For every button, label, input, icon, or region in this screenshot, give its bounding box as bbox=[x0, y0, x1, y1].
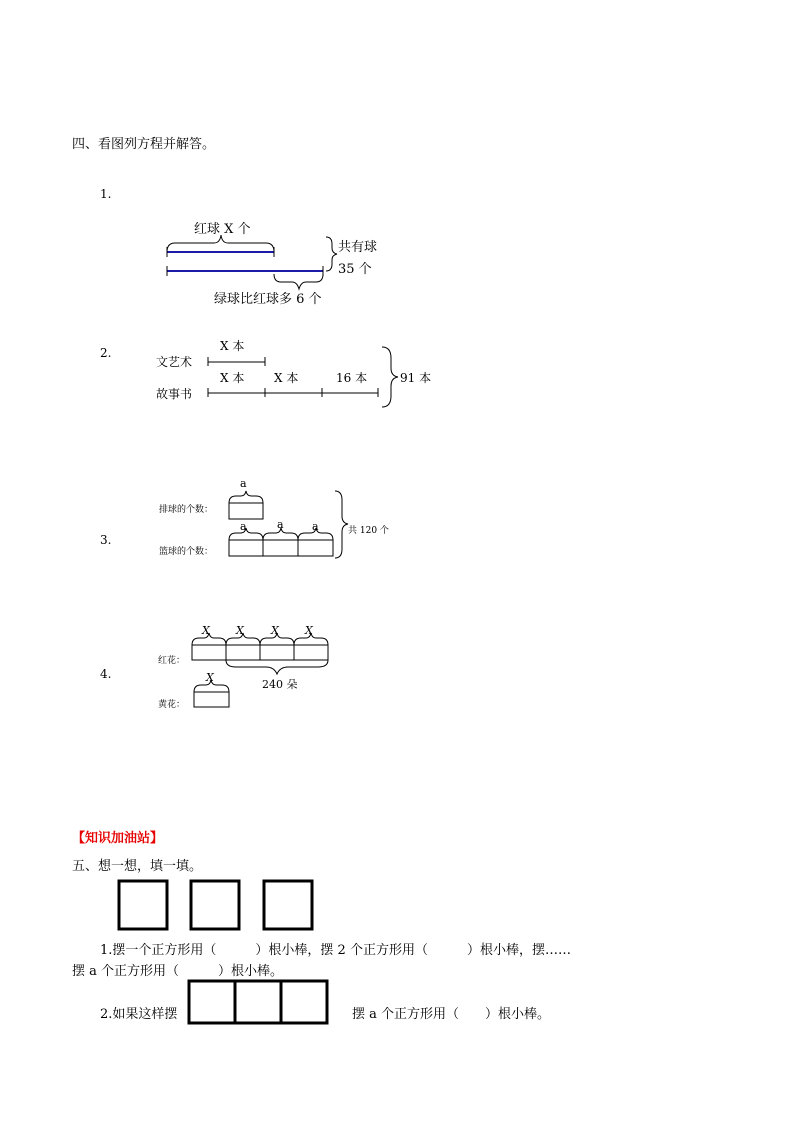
yellow-flower-row-label: 黄花： bbox=[158, 700, 186, 710]
section4-heading: 四、看图列方程并解答。 bbox=[72, 137, 216, 152]
red-flower-box-2 bbox=[226, 645, 260, 660]
problem-2-number: 2. bbox=[100, 346, 112, 360]
q1-line1: 1.摆一个正方形用（ ）根小棒，摆 2 个正方形用（ ）根小棒，摆…… bbox=[100, 943, 571, 958]
unit-label-x: X bbox=[236, 624, 244, 637]
yellow-flower-box bbox=[194, 692, 229, 707]
basketball-box-2 bbox=[263, 540, 298, 556]
unit-label-x: X bbox=[271, 624, 279, 637]
unit-label-x: X bbox=[202, 624, 210, 637]
unit-label-x: X bbox=[305, 624, 313, 637]
unit-label-a: a bbox=[240, 520, 247, 533]
section5-heading: 五、想一想，填一填。 bbox=[72, 859, 203, 874]
red-ball-brace bbox=[167, 235, 274, 252]
arts-row-label: 文艺术 bbox=[156, 355, 193, 369]
total-flowers-label: 240 朵 bbox=[262, 678, 298, 691]
red-flower-row-label: 红花： bbox=[158, 656, 186, 666]
problem-4-diagram bbox=[192, 633, 328, 707]
basketball-box-3 bbox=[298, 540, 333, 556]
unit-label-a: a bbox=[312, 520, 319, 533]
green-more-label: 绿球比红球多 6 个 bbox=[214, 292, 322, 307]
volleyball-box bbox=[229, 503, 263, 519]
story-seg-a-label: X 本 bbox=[220, 371, 245, 385]
problem-4-number: 4. bbox=[100, 667, 112, 681]
total-brace bbox=[226, 660, 328, 674]
q2-prefix: 2.如果这样摆 bbox=[100, 1007, 178, 1022]
total-label-line1: 共有球 bbox=[338, 240, 378, 255]
story-row-label: 故事书 bbox=[156, 387, 193, 401]
total-label-line2: 35 个 bbox=[338, 262, 372, 277]
problem-3-number: 3. bbox=[100, 533, 112, 547]
story-seg-c-label: 16 本 bbox=[336, 371, 368, 385]
total-brace bbox=[326, 237, 337, 271]
problem-1-number: 1. bbox=[100, 187, 112, 201]
total-brace bbox=[335, 491, 348, 558]
unit-label-a: a bbox=[277, 518, 284, 531]
story-seg-b-label: X 本 bbox=[274, 371, 299, 385]
problem-1-diagram bbox=[167, 235, 337, 289]
volleyball-row-label: 排球的个数： bbox=[159, 505, 214, 515]
red-ball-label: 红球 X 个 bbox=[194, 222, 251, 237]
unit-label-x: X bbox=[206, 671, 214, 684]
arts-seg-label: X 本 bbox=[220, 339, 245, 353]
unit-label-a: a bbox=[240, 477, 247, 490]
connected-squares bbox=[189, 981, 327, 1023]
knowledge-title: 【知识加油站】 bbox=[72, 831, 164, 846]
basketball-box-1 bbox=[229, 540, 263, 556]
basketball-row-label: 篮球的个数： bbox=[159, 547, 214, 557]
red-flower-box-3 bbox=[260, 645, 294, 660]
total-brace bbox=[382, 347, 398, 407]
red-flower-box-1 bbox=[192, 645, 226, 660]
single-square-3 bbox=[264, 881, 312, 929]
green-more-brace bbox=[274, 274, 323, 289]
single-square-2 bbox=[191, 881, 239, 929]
red-flower-box-4 bbox=[294, 645, 328, 660]
q2-suffix: 摆 a 个正方形用（ ）根小棒。 bbox=[352, 1007, 551, 1022]
q1-line2: 摆 a 个正方形用（ ）根小棒。 bbox=[72, 964, 284, 979]
total-books-label: 91 本 bbox=[400, 371, 432, 385]
total-balls-label: 共 120 个 bbox=[348, 526, 389, 536]
single-square-1 bbox=[119, 881, 167, 929]
